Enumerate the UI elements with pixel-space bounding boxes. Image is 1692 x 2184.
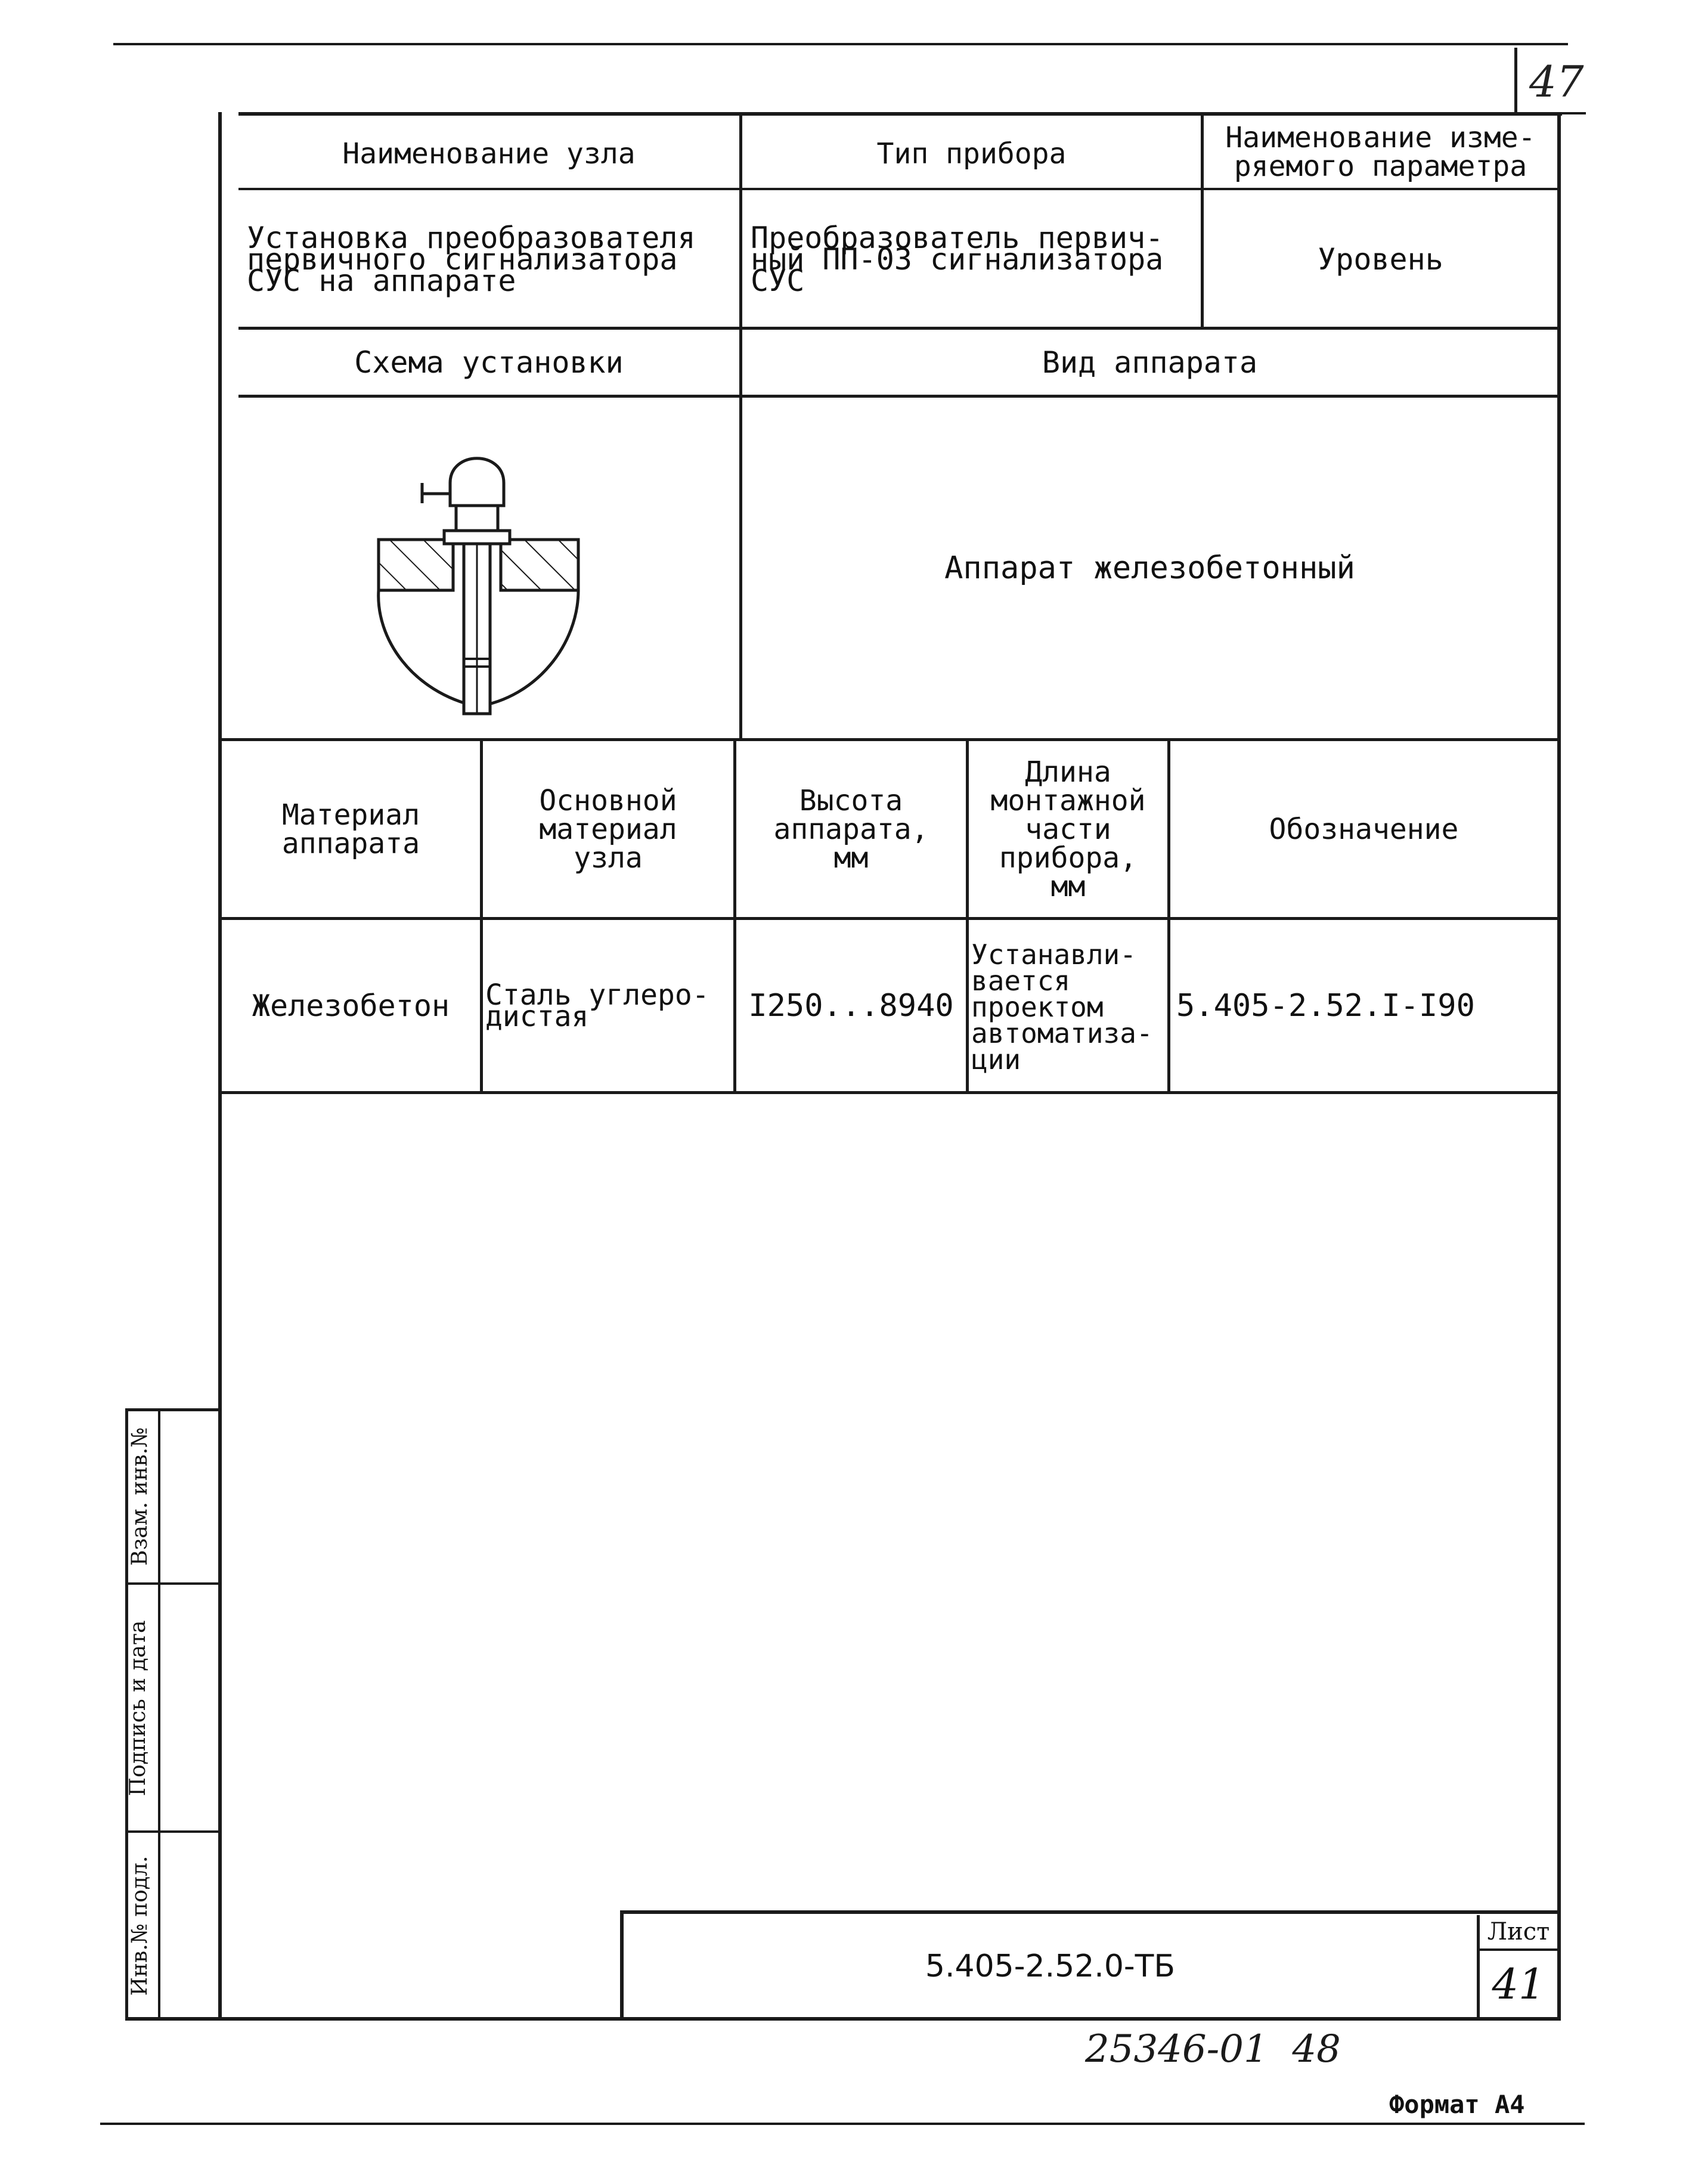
table-header-material: Материал аппарата	[281, 798, 420, 860]
sensor-head	[450, 459, 504, 506]
scheme-label: Схема установки	[354, 345, 624, 380]
installation-scheme-diagram	[358, 441, 608, 721]
bottom-rule	[100, 2123, 1585, 2125]
sheet-number: 41	[1492, 1960, 1545, 2009]
grid-h-1	[238, 188, 1560, 190]
table-cell-height: I250...8940	[748, 987, 954, 1024]
table-header-node-material: Основной материал узла	[539, 783, 677, 875]
node-name-value: Установка преобразователя первичного сигнализатора СУС на аппарате	[247, 221, 696, 298]
table-header-mount-length: Длина монтажной части прибора, мм	[990, 755, 1146, 903]
stamp-replacement-inv: Взам. инв.№	[128, 1427, 152, 1566]
page-number: 47	[1529, 57, 1584, 107]
table-header-designation: Обозначение	[1269, 812, 1459, 846]
concrete-slab-left	[379, 540, 453, 590]
concrete-slab-right	[501, 540, 578, 590]
frame-right	[1557, 112, 1561, 2020]
table-cell-mount-length: Устанавли- вается проектом автоматиза- ции	[971, 938, 1153, 1076]
format-label: Формат А4	[1389, 2090, 1525, 2119]
frame-top	[238, 112, 1562, 116]
stamp-inner	[158, 1408, 160, 2021]
table-cell-node-material: Сталь углеро- дистая	[485, 978, 709, 1033]
archive-number: 25346-01 48	[1085, 2027, 1341, 2071]
stamp-inv-original: Инв.№ подл.	[128, 1855, 152, 1996]
header-device-type: Тип прибора	[876, 137, 1067, 171]
apparatus-view-value: Аппарат железобетонный	[944, 550, 1355, 586]
table-cell-designation: 5.405-2.52.I-I90	[1176, 987, 1475, 1024]
measured-parameter-value: Уровень	[1318, 242, 1443, 277]
grid-h-6	[222, 1091, 1560, 1094]
sheet-label: Лист	[1487, 1918, 1550, 1946]
stamp-div-2	[125, 1830, 221, 1833]
apparatus-view-label: Вид аппарата	[1042, 345, 1258, 380]
table-cell-material: Железобетон	[252, 988, 450, 1023]
device-type-value: Преобразователь первич- ный ПП-03 сигнализатора СУС	[751, 221, 1164, 298]
header-node-name: Наименование узла	[342, 137, 636, 171]
stamp-signature-date: Подпись и дата	[126, 1620, 150, 1796]
table-header-height: Высота аппарата, мм	[773, 783, 929, 875]
document-code: 5.405-2.52.0-ТБ	[925, 1948, 1176, 1984]
mounting-flange	[444, 531, 510, 544]
header-measured-parameter: Наименование изме- ряемого параметра	[1225, 121, 1536, 183]
sensor-neck	[456, 506, 498, 531]
top-rule	[113, 43, 1568, 45]
page-number-tick	[1514, 48, 1517, 113]
